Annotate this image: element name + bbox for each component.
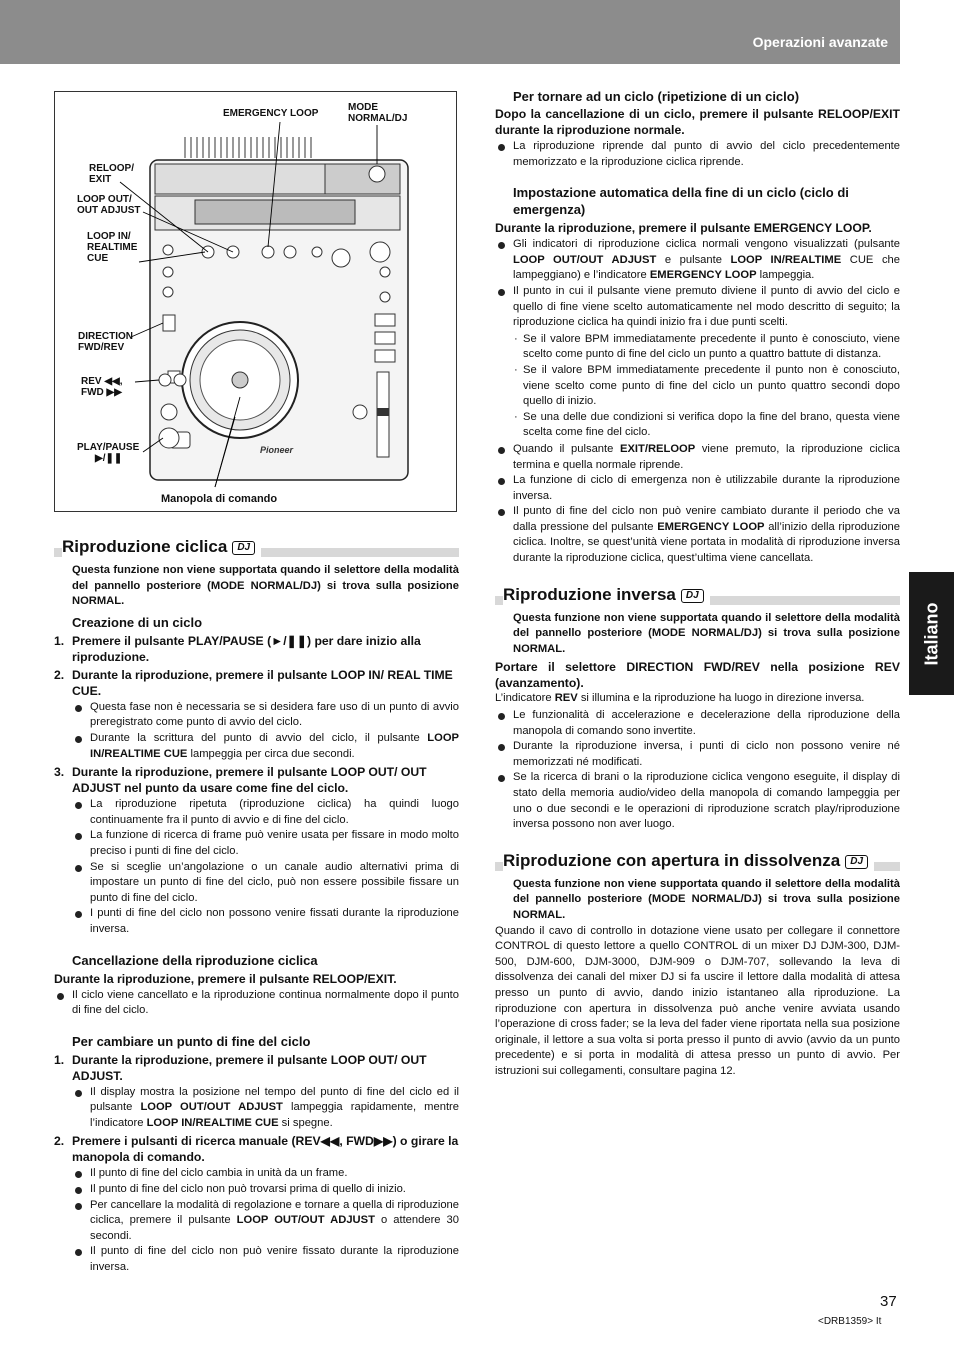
list-item: Il punto di fine del ciclo non può venire cambiato durante il periodo che va dalla pressione del pulsante EMERGENCY LOOP all’inizio della riproduzione ciclica. Inoltre, se quest’unità viene portata in modalità di riproduzione inversa durante la riproduzione ciclica, quest’ultima viene cancellata. [495,504,900,566]
subheading-change-loop-end: Per cambiare un punto di fine del ciclo [72,1033,311,1049]
list-item: · Se il valore BPM immediatamente precedente il punto è conosciuto, viene scelto come punto di fine del ciclo un punto a quattro battute di distanza. [513,332,900,363]
subheading-return-loop: Per tornare ad un ciclo (ripetizione di un ciclo) [513,89,800,104]
list-item: Questa fase non è necessaria se si desidera fare uso di un punto di avvio preregistrato come punto di avvio del ciclo. [72,700,459,731]
list-item: · Se il valore BPM immediatamente precedente il punto non è conosciuto, viene scelto come punto di fine del ciclo un punto quattro secondi dopo quello di inizio. [513,363,900,410]
list-item: La funzione di ricerca di frame può venire usata per fissare in modo molto preciso i punti di fine del ciclo. [72,828,459,859]
label-loop-in: LOOP IN/ REALTIME CUE [87,231,138,264]
step-1: 1. Premere il pulsante PLAY/PAUSE (►/❚❚) per dare inizio alla riproduzione. [54,633,421,664]
list-item: Il punto di fine del ciclo non può venire fissato durante la riproduzione inversa. [72,1244,459,1275]
language-label: Italiano [921,601,941,666]
label-play-pause: PLAY/PAUSE ▶/❚❚ [77,442,140,464]
label-rev-fwd: REV ◀◀, FWD ▶▶ [81,376,123,398]
left-column [54,535,459,1276]
change-step-1: 1. Durante la riproduzione, premere il pulsante LOOP OUT/ OUT ADJUST. [54,1052,427,1083]
list-item: Le funzionalità di accelerazione e decelerazione della riproduzione della manopola di comando sono invertite. [495,708,900,739]
list-item: La riproduzione ripetuta (riproduzione ciclica) ha quindi luogo continuamente fra il punto di avvio e di fine del ciclo. [72,797,459,828]
mode-note: Questa funzione non viene supportata quando il selettore della modalità del pannello posteriore (MODE NORMAL/DJ) si trova sulla posizione NORMAL. [513,877,900,921]
section-title-loop: Riproduzione ciclica [62,537,228,556]
svg-text:Pioneer: Pioneer [260,445,294,455]
document-code: <DRB1359> It [818,1316,882,1327]
change-step-2: 2. Premere i pulsanti di ricerca manuale (REV◀◀, FWD▶▶) o girare la manopola di comando. [54,1134,459,1165]
fader-start-paragraph: Quando il cavo di controllo in dotazione viene usato per collegare il connettore CONTROL di questo lettore a quello CONTROL di un mixer DJ DJM-300, DJM-500, DJM-600, DJM-3000, DJM-909 o DJM-707, sollevando la leva di dissolvenza dei canali del mixer DJ si fa uscire il lettore dalla modalità di attesa presso un punto di avvio, dando inizio istantaneo alla riproduzione. La riproduzione con apertura in dissolvenza può anche venire avviata usando l’operazione di cross fader; se la leva del fader viene riportata nella sua posizione originale, il lettore a sua volta si porta presso il punto di avvio (avvio da un punto precedente) e si porta in modalità di attesa presso un punto di avvio. Per istruzioni sui collegamenti, consultare pagina 12. [495,924,900,1077]
section-title-fader-start: Riproduzione con apertura in dissolvenza [503,850,841,870]
list-item: Gli indicatori di riproduzione ciclica normali vengono visualizzati (pulsante LOOP OUT/OUT ADJUST e pulsante LOOP IN/REALTIME CUE che lampeggiano) e l’indicatore EMERGENCY LOOP lampeggia. [495,237,900,284]
section-heading-reverse [495,583,900,605]
list-item: Il ciclo viene cancellato e la riproduzione continua normalmente dopo il punto di fine del ciclo. [54,988,459,1019]
header-bar [0,0,900,64]
reverse-instruction: Portare il selettore DIRECTION FWD/REV nella posizione REV (avanzamento). [495,660,900,691]
page-number: 37 [880,1293,897,1310]
label-reloop: RELOOP/ EXIT [89,163,135,185]
list-item: La riproduzione riprende dal punto di avvio del ciclo precedentemente memorizzato e la riproduzione ciclica riprende. [495,139,900,170]
section-heading-loop [54,535,459,557]
step-2: 2. Durante la riproduzione, premere il pulsante LOOP IN/ REAL TIME CUE. [54,667,453,698]
step-3: 3. Durante la riproduzione, premere il pulsante LOOP OUT/ OUT ADJUST nel punto da usare come fine del ciclo. [54,765,427,796]
mode-note: Questa funzione non viene supportata quando il selettore della modalità del pannello posteriore (MODE NORMAL/DJ) si trova sulla posizione NORMAL. [513,611,900,655]
list-item: Il display mostra la posizione nel tempo del punto di fine del ciclo ed il pulsante LOOP OUT/OUT ADJUST lampeggia rapidamente, mentre l’indicatore LOOP IN/REALTIME CUE si spegne. [72,1085,459,1132]
list-item: Durante la scrittura del punto di avvio del ciclo, il pulsante LOOP IN/REALTIME CUE lampeggia per circa due secondi. [72,731,459,762]
language-tab [909,572,954,695]
list-item: Se si sceglie un’angolazione o un canale audio alternativi prima di impostare un punto di fine del ciclo, può non essere possibile fissare un punto di fine del ciclo. [72,860,459,907]
list-item: Quando il pulsante EXIT/RELOOP viene premuto, la riproduzione ciclica termina e quella normale riprende. [495,442,900,473]
cancel-instruction: Durante la riproduzione, premere il pulsante RELOOP/EXIT. [54,971,397,986]
subheading-emergency-loop: Impostazione automatica della fine di un ciclo (ciclo di emergenza) [513,185,849,218]
section-title: Operazioni avanzate [752,34,888,50]
device-figure [54,91,457,512]
list-item: Per cancellare la modalità di regolazione e tornare a quella di riproduzione ciclica, premere il pulsante LOOP OUT/OUT ADJUST o attendere 30 secondi. [72,1198,459,1245]
list-item: Il punto di fine del ciclo non può trovarsi prima di quello di inizio. [72,1182,459,1198]
label-direction: DIRECTION FWD/REV [78,331,133,353]
return-instruction: Dopo la cancellazione di un ciclo, premere il pulsante RELOOP/EXIT durante la riproduzione normale. [495,107,900,137]
right-column [495,89,900,1080]
section-heading-fader-start [495,849,900,871]
list-item: Il punto in cui il pulsante viene premuto diviene il punto di avvio del ciclo e quello di fine viene scelto automaticamente nel modo descritto di seguito; la riproduzione ciclica ha quindi inizio fra i due punti scelti. [495,284,900,331]
list-item: I punti di fine del ciclo non possono venire fissati durante la riproduzione inversa. [72,906,459,937]
emergency-instruction: Durante la riproduzione, premere il pulsante EMERGENCY LOOP. [495,221,872,236]
label-jog-dial: Manopola di comando [161,493,278,505]
subheading-create-loop: Creazione di un ciclo [72,614,203,630]
list-item: La funzione di ciclo di emergenza non è utilizzabile durante la riproduzione inversa. [495,473,900,504]
list-item: · Se una delle due condizioni si verifica dopo la fine del brano, questa viene scelta come fine del ciclo. [513,410,900,441]
subheading-cancel-loop: Cancellazione della riproduzione ciclica [72,952,318,968]
label-emergency-loop: EMERGENCY LOOP [223,108,319,119]
dj-badge: DJ [681,589,704,603]
mode-note: Questa funzione non viene supportata quando il selettore della modalità del pannello posteriore (MODE NORMAL/DJ) si trova sulla posizione NORMAL. [72,564,459,608]
reverse-paragraph: L’indicatore REV si illumina e la riproduzione ha luogo in direzione inversa. [495,692,865,705]
dj-badge: DJ [232,541,255,555]
section-title-reverse: Riproduzione inversa [503,584,676,604]
dj-badge: DJ [845,855,868,869]
list-item: Il punto di fine del ciclo cambia in unità da un frame. [72,1166,459,1182]
label-loop-out: LOOP OUT/ OUT ADJUST [77,194,141,216]
list-item: Durante la riproduzione inversa, i punti di ciclo non possono venire né memorizzati né modificati. [495,739,900,770]
label-mode: MODE NORMAL/DJ [348,102,408,124]
list-item: Se la ricerca di brani o la riproduzione ciclica vengono eseguite, il display di stato della memoria audio/video della manopola di comando lampeggia per uno o due secondi e le operazioni di riproduzione scratch play/riproduzione inversa possono non aver luogo. [495,770,900,832]
